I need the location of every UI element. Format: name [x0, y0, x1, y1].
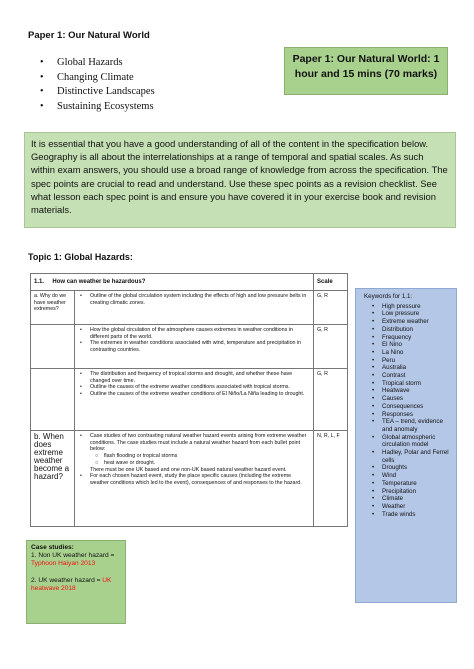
spec-point: • Case studies of two contrasting natural weather hazard events arising from extreme weather conditions. The case studies must include a natural weather hazard from each bullet point below:: [78, 433, 310, 453]
case-study-2-value: UK heatwave 2018: [31, 576, 112, 592]
row-scale: G, R: [314, 291, 348, 325]
case-studies-box: [26, 540, 126, 624]
case-study-2-prefix: 2. UK weather hazard =: [31, 576, 103, 584]
keyword-item: • La Nino: [360, 349, 452, 357]
row-points: [74, 325, 313, 369]
keyword-item: • Trade winds: [360, 511, 452, 519]
keyword-item: • Wind: [360, 472, 452, 480]
spec-table: [30, 273, 348, 527]
keywords-box: [355, 288, 457, 603]
keyword-item: • Australia: [360, 364, 452, 372]
table-row: [31, 291, 348, 325]
row-points: [74, 369, 313, 431]
scale-header: Scale: [314, 274, 348, 291]
case-study-1: [31, 552, 121, 568]
spec-question: How can weather be hazardous?: [52, 278, 146, 285]
keyword-item: • Low pressure: [360, 310, 452, 318]
row-label: [31, 325, 75, 369]
row-points: [74, 431, 313, 527]
row-scale: G, R: [314, 325, 348, 369]
spec-point: • How the global circulation of the atmosphere causes extremes in weather conditions in different parts of the world.: [78, 327, 310, 340]
spec-point: • The extremes in weather conditions associated with wind, temperature and precipitation in contrasting countries.: [78, 340, 310, 353]
paper-title: Paper 1: Our Natural World: [28, 30, 150, 41]
row-points: [74, 291, 313, 325]
row-scale: N, R, L, F: [314, 431, 348, 527]
keyword-item: • Frequency: [360, 334, 452, 342]
keyword-item: • Global atmospheric circulation model: [360, 434, 452, 449]
case-studies-title: Case studies:: [31, 544, 74, 551]
exam-time-box: Paper 1: Our Natural World: 1 hour and 15 mins (70 marks): [284, 47, 448, 95]
case-study-1-prefix: 1. Non UK weather hazard =: [31, 552, 115, 560]
keywords-list: [360, 303, 452, 519]
spec-point: • For each chosen hazard event, study the place specific causes (including the extreme weather conditions which led to the event), consequences of and responses to the hazard.: [78, 473, 310, 486]
keyword-item: • TEA – trend, evidence and anomaly: [360, 418, 452, 433]
keyword-item: • Peru: [360, 357, 452, 365]
keyword-item: • Droughts: [360, 464, 452, 472]
spec-subpoint: ○ heat wave or drought.: [78, 460, 310, 467]
list-item: • Distinctive Landscapes: [40, 85, 155, 100]
intro-box: It is essential that you have a good understanding of all of the content in the specification below. Geography is all about the interrelationships at a range of temporal and spatial scales. As such within exam answers, you should use a broad range of knowledge from across the specification. The spec points are crucial to read and understand. Use these spec points as a revision checklist. See what lesson each spec point is and ensure you have covered it in your exercise book and revision materials.: [24, 132, 456, 228]
keyword-item: • Climate: [360, 495, 452, 503]
keywords-title: Keywords for 1.1:: [364, 293, 413, 300]
keyword-item: • El Nino: [360, 341, 452, 349]
spec-heading-cell: [31, 274, 314, 291]
table-header-row: [31, 274, 348, 291]
keyword-item: • Heatwave: [360, 387, 452, 395]
keyword-item: • Tropical storm: [360, 380, 452, 388]
row-scale: G, R: [314, 369, 348, 431]
spec-point: • The distribution and frequency of tropical storms and drought, and whether these have changed over time.: [78, 371, 310, 384]
row-label: a. Why do we have weather extremes?: [31, 291, 75, 325]
spec-point: • Outline the causes of the extreme weather conditions associated with tropical storms.: [78, 384, 310, 391]
case-study-2: [31, 577, 121, 593]
row-label: b. When does extreme weather become a hazard?: [31, 431, 75, 527]
keyword-item: • Distribution: [360, 326, 452, 334]
keyword-item: • Weather: [360, 503, 452, 511]
spec-point: • Outline of the global circulation system including the effects of high and low pressure belts in creating climatic zones.: [78, 293, 310, 306]
keyword-item: • Hadley, Polar and Ferrel cells: [360, 449, 452, 464]
keyword-item: • Causes: [360, 395, 452, 403]
row-label: [31, 369, 75, 431]
topic-list: [40, 56, 155, 114]
list-item: • Sustaining Ecosystems: [40, 100, 155, 115]
keyword-item: • Consequences: [360, 403, 452, 411]
table-row: [31, 369, 348, 431]
spec-point-cont: There must be one UK based and one non-UK based natural weather hazard event.: [89, 466, 287, 473]
spec-subpoint: ○ flash flooding or tropical storms: [78, 453, 310, 460]
case-study-1-value: Typhoon Haiyan 2013: [31, 560, 96, 568]
list-item: • Global Hazards: [40, 56, 155, 71]
table-row: [31, 325, 348, 369]
keyword-item: • Precipitation: [360, 488, 452, 496]
list-item: • Changing Climate: [40, 71, 155, 86]
keyword-item: • Responses: [360, 411, 452, 419]
keyword-item: • Temperature: [360, 480, 452, 488]
keyword-item: • Contrast: [360, 372, 452, 380]
topic-heading: Topic 1: Global Hazards:: [28, 252, 133, 262]
spec-point: • Outline the causes of the extreme weather conditions of El Niño/La Niña leading to drought.: [78, 391, 310, 398]
spec-number: 1.1.: [34, 278, 45, 285]
keyword-item: • High pressure: [360, 303, 452, 311]
keyword-item: • Extreme weather: [360, 318, 452, 326]
table-row: [31, 431, 348, 527]
